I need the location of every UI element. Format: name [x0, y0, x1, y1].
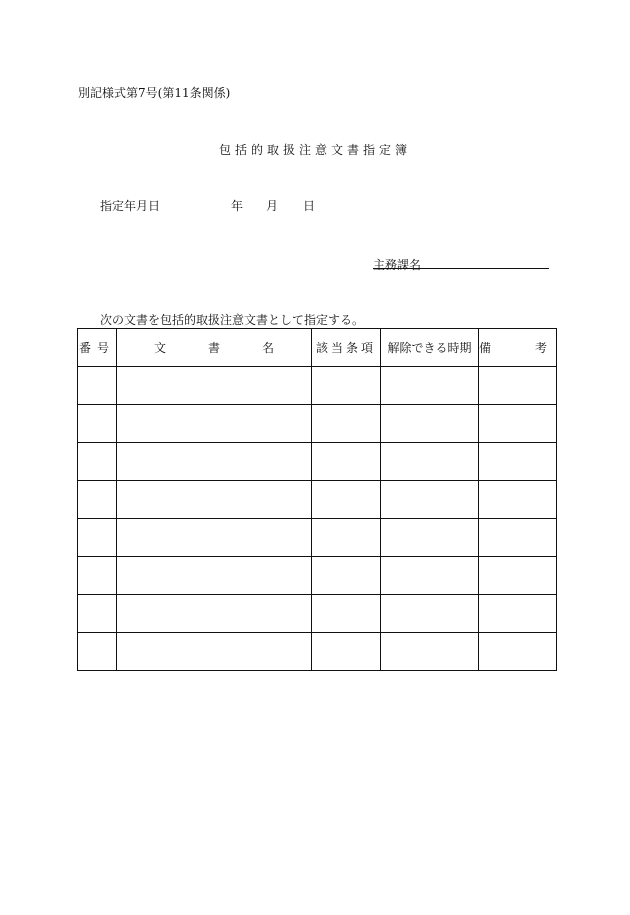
- cell-release-period[interactable]: [381, 481, 479, 519]
- cell-number[interactable]: [78, 595, 117, 633]
- table-row: [78, 367, 557, 405]
- page-title: 包括的取扱注意文書指定簿: [218, 143, 411, 157]
- cell-document-name[interactable]: [117, 443, 312, 481]
- cell-document-name[interactable]: [117, 367, 312, 405]
- cell-applicable-clause[interactable]: [312, 557, 381, 595]
- form-label: 別記様式第7号(第11条関係): [78, 86, 231, 100]
- cell-notes[interactable]: [479, 405, 557, 443]
- cell-number[interactable]: [78, 481, 117, 519]
- cell-release-period[interactable]: [381, 633, 479, 671]
- cell-applicable-clause[interactable]: [312, 367, 381, 405]
- section-name-field[interactable]: [373, 254, 549, 272]
- cell-notes[interactable]: [479, 633, 557, 671]
- table-row: [78, 481, 557, 519]
- table-header-row: [78, 329, 557, 367]
- cell-applicable-clause[interactable]: [312, 443, 381, 481]
- cell-applicable-clause[interactable]: [312, 405, 381, 443]
- designation-register-table: [77, 328, 557, 671]
- cell-number[interactable]: [78, 633, 117, 671]
- header-release-period: 解除できる時期: [381, 329, 479, 367]
- cell-applicable-clause[interactable]: [312, 633, 381, 671]
- cell-number[interactable]: [78, 443, 117, 481]
- intro-text: 次の文書を包括的取扱注意文書として指定する。: [100, 313, 365, 327]
- cell-number[interactable]: [78, 405, 117, 443]
- cell-number[interactable]: [78, 557, 117, 595]
- header-document-name: [117, 329, 312, 367]
- cell-notes[interactable]: [479, 481, 557, 519]
- header-number: 番号: [78, 329, 117, 367]
- designation-date-year: 年: [231, 199, 244, 213]
- cell-release-period[interactable]: [381, 557, 479, 595]
- header-notes: [479, 329, 557, 367]
- table-row: [78, 595, 557, 633]
- cell-document-name[interactable]: [117, 519, 312, 557]
- table-row: [78, 633, 557, 671]
- header-applicable-clause: 該当条項: [312, 329, 381, 367]
- cell-notes[interactable]: [479, 519, 557, 557]
- designation-date-label: 指定年月日: [100, 199, 161, 213]
- table-row: [78, 519, 557, 557]
- table-row: [78, 557, 557, 595]
- cell-release-period[interactable]: [381, 443, 479, 481]
- cell-release-period[interactable]: [381, 519, 479, 557]
- section-name-label: 主務課名: [373, 258, 422, 272]
- table-row: [78, 405, 557, 443]
- cell-applicable-clause[interactable]: [312, 595, 381, 633]
- cell-notes[interactable]: [479, 595, 557, 633]
- cell-document-name[interactable]: [117, 481, 312, 519]
- cell-document-name[interactable]: [117, 557, 312, 595]
- cell-applicable-clause[interactable]: [312, 481, 381, 519]
- cell-notes[interactable]: [479, 443, 557, 481]
- cell-number[interactable]: [78, 367, 117, 405]
- header-notes-part-1: 備: [479, 341, 492, 355]
- designation-date-day: 日: [303, 199, 316, 213]
- cell-document-name[interactable]: [117, 405, 312, 443]
- cell-document-name[interactable]: [117, 595, 312, 633]
- header-document-name-part-1: 文: [153, 341, 166, 355]
- cell-notes[interactable]: [479, 367, 557, 405]
- cell-release-period[interactable]: [381, 405, 479, 443]
- cell-release-period[interactable]: [381, 595, 479, 633]
- cell-release-period[interactable]: [381, 367, 479, 405]
- table-row: [78, 443, 557, 481]
- cell-applicable-clause[interactable]: [312, 519, 381, 557]
- header-notes-part-2: 考: [535, 341, 548, 355]
- cell-number[interactable]: [78, 519, 117, 557]
- cell-document-name[interactable]: [117, 633, 312, 671]
- designation-date-month: 月: [266, 199, 279, 213]
- cell-notes[interactable]: [479, 557, 557, 595]
- header-document-name-part-3: 名: [262, 341, 275, 355]
- header-document-name-part-2: 書: [207, 341, 220, 355]
